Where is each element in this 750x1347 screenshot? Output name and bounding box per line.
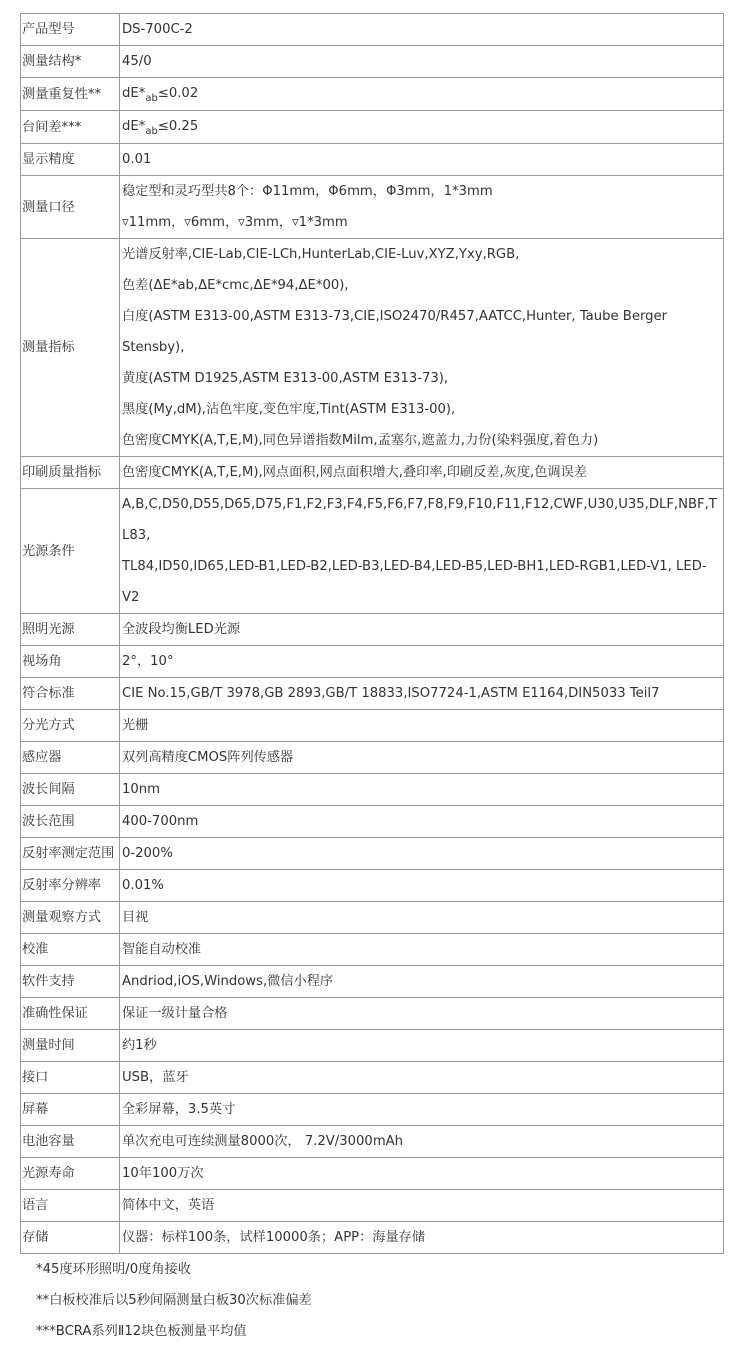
spec-value-line: 约1秒: [122, 1038, 157, 1053]
spec-value-line: 光谱反射率,CIE-Lab,CIE-LCh,HunterLab,CIE-Luv,XYZ,Yxy,RGB,: [122, 247, 520, 262]
table-row: [21, 457, 724, 489]
spec-value: [120, 1094, 724, 1126]
spec-value-line: 全波段均衡LED光源: [122, 622, 241, 637]
table-row: [21, 742, 724, 774]
spec-label: 电池容量: [21, 1126, 120, 1158]
table-row: [21, 934, 724, 966]
spec-value-line: A,B,C,D50,D55,D65,D75,F1,F2,F3,F4,F5,F6,F7,F8,F9,F10,F11,F12,CWF,U30,U35,DLF,NBF,TL83,: [122, 497, 717, 543]
spec-value: [120, 678, 724, 710]
spec-value: [120, 239, 724, 457]
spec-label: 测量口径: [21, 176, 120, 239]
table-row: [21, 998, 724, 1030]
table-row: [21, 144, 724, 176]
table-row: [21, 710, 724, 742]
table-row: [21, 1126, 724, 1158]
spec-value-line: 0.01: [122, 152, 152, 167]
spec-value-line: Andriod,iOS,Windows,微信小程序: [122, 974, 334, 989]
spec-label: 分光方式: [21, 710, 120, 742]
spec-value-line: 色密度CMYK(A,T,E,M),同色异谱指数Milm,孟塞尔,遮盖力,力份(染料强度,着色力): [122, 433, 599, 448]
spec-value-line: 黑度(My,dM),沾色牢度,变色牢度,Tint(ASTM E313-00),: [122, 402, 456, 417]
spec-label: 测量指标: [21, 239, 120, 457]
footnote: *45度环形照明/0度角接收: [36, 1262, 191, 1277]
table-row: [21, 1062, 724, 1094]
spec-label: 测量重复性**: [21, 78, 120, 111]
spec-label: 准确性保证: [21, 998, 120, 1030]
spec-label: 语言: [21, 1190, 120, 1222]
spec-value: [120, 1190, 724, 1222]
table-row: [21, 774, 724, 806]
spec-value: [120, 966, 724, 998]
table-row: [21, 902, 724, 934]
spec-value: [120, 646, 724, 678]
spec-label: 波长范围: [21, 806, 120, 838]
spec-label: 符合标准: [21, 678, 120, 710]
spec-value-line: 2°，10°: [122, 654, 174, 669]
table-row: [21, 1222, 724, 1254]
spec-value-line: 全彩屏幕，3.5英寸: [122, 1102, 236, 1117]
spec-label: 光源寿命: [21, 1158, 120, 1190]
spec-value-line: V2: [122, 590, 140, 605]
spec-value-line: 400-700nm: [122, 814, 199, 829]
spec-value: [120, 1126, 724, 1158]
spec-label: 显示精度: [21, 144, 120, 176]
spec-value-line: 45/0: [122, 54, 152, 69]
spec-label: 波长间隔: [21, 774, 120, 806]
spec-value: [120, 934, 724, 966]
table-row: [21, 239, 724, 457]
table-row: [21, 176, 724, 239]
spec-label: 软件支持: [21, 966, 120, 998]
table-row: [21, 111, 724, 144]
spec-value-line: 色差(ΔE*ab,ΔE*cmc,ΔE*94,ΔE*00),: [122, 278, 349, 293]
spec-value: [120, 1030, 724, 1062]
spec-value-line: 10年100万次: [122, 1166, 204, 1181]
spec-value-line: 稳定型和灵巧型共8个：Φ11mm，Φ6mm，Φ3mm，1*3mm: [122, 184, 493, 199]
spec-table-body: [21, 14, 724, 1254]
spec-label: 感应器: [21, 742, 120, 774]
spec-label: 校准: [21, 934, 120, 966]
table-row: [21, 678, 724, 710]
spec-value: [120, 774, 724, 806]
spec-value-line: 0-200%: [122, 846, 173, 861]
spec-value: [120, 111, 724, 144]
spec-value-line: 简体中文，英语: [122, 1198, 215, 1213]
spec-label: 反射率分辨率: [21, 870, 120, 902]
spec-value: [120, 457, 724, 489]
spec-value-line: ▿11mm，▿6mm，▿3mm，▿1*3mm: [122, 215, 348, 230]
spec-value: [120, 806, 724, 838]
spec-value: [120, 742, 724, 774]
spec-value: [120, 78, 724, 111]
spec-value: [120, 1222, 724, 1254]
table-row: [21, 14, 724, 46]
spec-label: 测量观察方式: [21, 902, 120, 934]
table-row: [21, 838, 724, 870]
spec-value-line: 白度(ASTM E313-00,ASTM E313-73,CIE,ISO2470/R457,AATCC,Hunter, Taube Berger: [122, 309, 668, 324]
spec-label: 测量结构*: [21, 46, 120, 78]
spec-value-line: 黄度(ASTM D1925,ASTM E313-00,ASTM E313-73),: [122, 371, 449, 386]
spec-value-line: 0.01%: [122, 878, 164, 893]
spec-value: [120, 998, 724, 1030]
table-row: [21, 1094, 724, 1126]
table-row: [21, 489, 724, 614]
spec-value-post: ≤0.02: [157, 86, 199, 101]
footnote: ***BCRA系列Ⅱ12块色板测量平均值: [36, 1324, 247, 1339]
table-row: [21, 966, 724, 998]
spec-value-sub: ab: [145, 93, 158, 104]
spec-value-line: 色密度CMYK(A,T,E,M),网点面积,网点面积增大,叠印率,印刷反差,灰度,色调误差: [122, 465, 587, 480]
spec-label: 存储: [21, 1222, 120, 1254]
spec-value: [120, 1062, 724, 1094]
spec-value: [120, 14, 724, 46]
table-row: [21, 646, 724, 678]
table-row: [21, 46, 724, 78]
table-row: [21, 78, 724, 111]
spec-value-sub: ab: [145, 126, 158, 137]
spec-value-line: Stensby),: [122, 340, 185, 355]
spec-value: [120, 1158, 724, 1190]
spec-value: [120, 176, 724, 239]
spec-value: [120, 46, 724, 78]
spec-value-line: 光栅: [122, 718, 149, 733]
spec-label: 产品型号: [21, 14, 120, 46]
spec-value-line: 仪器：标样100条，试样10000条；APP：海量存储: [122, 1230, 426, 1245]
spec-value-line: 双列高精度CMOS阵列传感器: [122, 750, 294, 765]
spec-value-line: 10nm: [122, 782, 160, 797]
spec-value: [120, 902, 724, 934]
spec-label: 光源条件: [21, 489, 120, 614]
spec-label: 印刷质量指标: [21, 457, 120, 489]
spec-value-line: 智能自动校准: [122, 942, 202, 957]
spec-label: 接口: [21, 1062, 120, 1094]
spec-label: 测量时间: [21, 1030, 120, 1062]
spec-value-line: DS-700C-2: [122, 22, 193, 37]
spec-label: 屏幕: [21, 1094, 120, 1126]
table-row: [21, 614, 724, 646]
spec-value-line: 目视: [122, 910, 149, 925]
spec-value: [120, 614, 724, 646]
spec-label: 视场角: [21, 646, 120, 678]
spec-value: [120, 489, 724, 614]
footnotes: [36, 1254, 312, 1347]
spec-value-post: ≤0.25: [157, 119, 199, 134]
spec-value-line: 保证一级计量合格: [122, 1006, 228, 1021]
spec-value-line: CIE No.15,GB/T 3978,GB 2893,GB/T 18833,ISO7724-1,ASTM E1164,DIN5033 Teil7: [122, 686, 660, 701]
spec-table: [20, 13, 724, 1254]
spec-value-line: USB，蓝牙: [122, 1070, 189, 1085]
table-row: [21, 1030, 724, 1062]
spec-value: [120, 710, 724, 742]
spec-label: 台间差***: [21, 111, 120, 144]
spec-value: [120, 870, 724, 902]
spec-label: 照明光源: [21, 614, 120, 646]
spec-label: 反射率测定范围: [21, 838, 120, 870]
spec-value: [120, 838, 724, 870]
table-row: [21, 870, 724, 902]
spec-value: [120, 144, 724, 176]
spec-value-pre: dE*: [122, 119, 146, 134]
table-row: [21, 1190, 724, 1222]
spec-value-pre: dE*: [122, 86, 146, 101]
footnote: **白板校准后以5秒间隔测量白板30次标准偏差: [36, 1293, 312, 1308]
table-row: [21, 1158, 724, 1190]
table-row: [21, 806, 724, 838]
spec-value-line: TL84,ID50,ID65,LED-B1,LED-B2,LED-B3,LED-B4,LED-B5,LED-BH1,LED-RGB1,LED-V1, LED-: [122, 559, 707, 574]
spec-value-line: 单次充电可连续测量8000次， 7.2V/3000mAh: [122, 1134, 404, 1149]
